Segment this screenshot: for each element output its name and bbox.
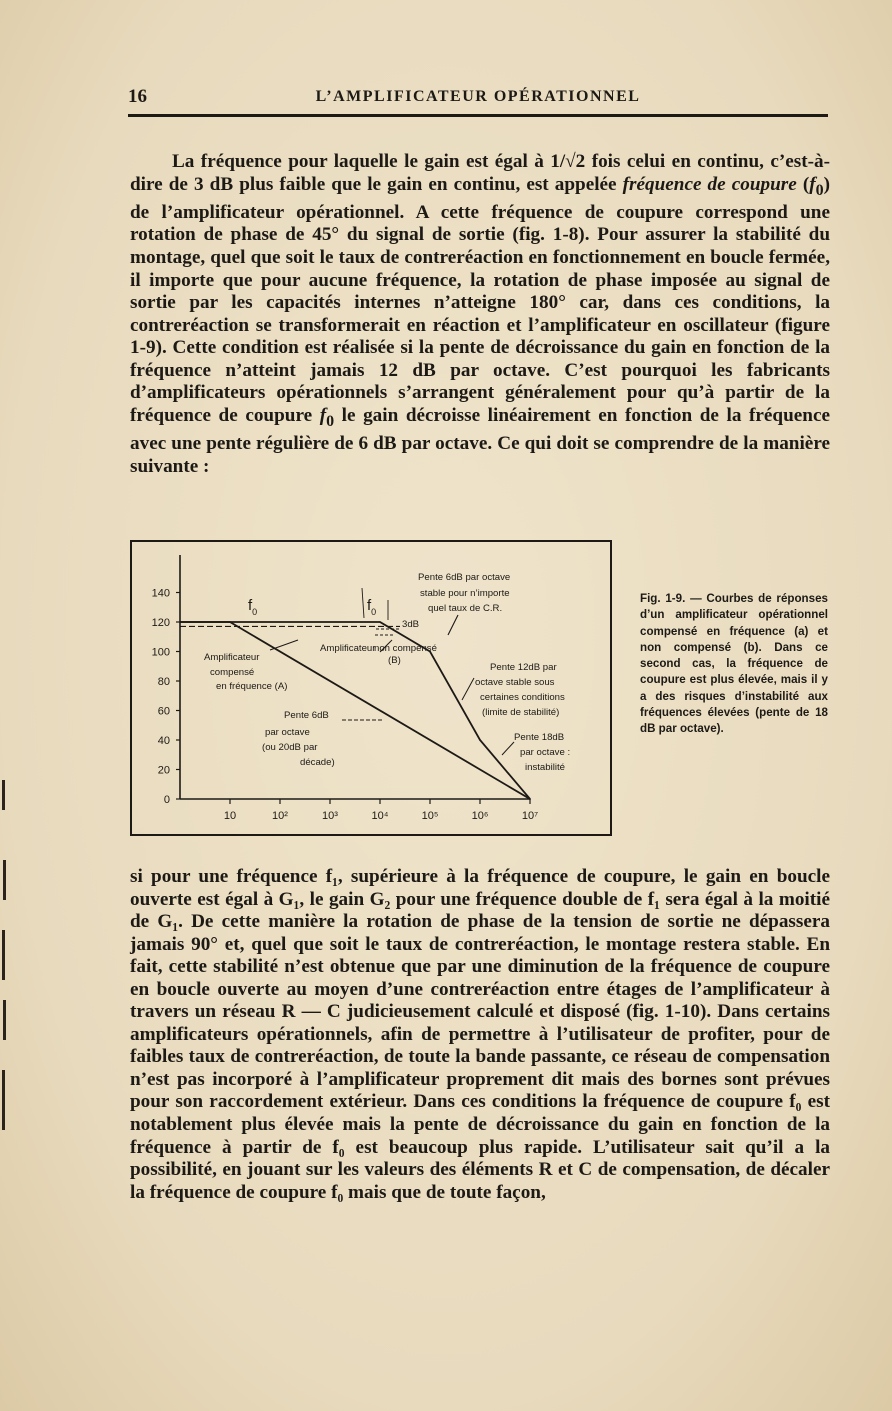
pente18-note-2: par octave : [520,747,571,758]
pente12-note-2: octave stable sous [475,677,555,688]
comp-note-1: Amplificateur [204,652,260,663]
comp-note-2: compensé [210,667,255,678]
symbol-subscript-2: 0 [326,412,335,430]
y-tick-label: 140 [151,587,170,600]
page-number: 16 [128,86,147,107]
x-tick-label: 10⁴ [371,810,389,822]
y-tick-label: 120 [151,617,170,629]
term-frequence-de-coupure: fréquence de coupure [622,173,797,195]
paragraph-2: si pour une fréquence f₁, supérieure à la fréquence de coupure, le gain en boucle ouverte est égal à G₁, le gain G₂ pour une fréquence double de f₁ sera égal à la moitié de G₁. De cette manière la rotation de phase de la tension de sortie ne dépassera jamais 90° et, quel que soit le taux de contreréaction, le montage restera stable. En fait, cette stabilité n’est obtenue que par une diminution de la fréquence de coupure en boucle ouverte au moyen d’une contreréaction entre étages de l’amplificateur à travers un réseau R — C judicieusement calculé et disposé (fig. 1-10). Dans certains amplificateurs opérationnels, afin de permettre à l’utilisateur de profiter, pour de faibles taux de contreréaction, de toute la bande passante, ce réseau de compensation n’est pas incorporé à l’amplificateur proprement dit mais des bornes sont prévues pour son raccordement extérieur. Dans ces conditions la fréquence de coupure f₀ est notablement plus élevée mais la pente de décroissance du gain en fonction de la fréquence à partir de f₀ est beaucoup plus rapide. L’utilisateur sait qu’il a la possibilité, en jouant sur les valeurs des éléments R et C de compensation, de décaler la fréquence de coupure f₀ mais que de toute façon, [130,866,830,1203]
x-tick-label: 10 [223,810,237,822]
y-tick-label: 100 [151,646,170,659]
margin-binding-marks [0,770,14,1170]
paragraph-1-text-a: La fréquence pour laquelle le gain est égal à 1/√2 fois celui en continu, c’est-à-dire de 3 dB plus faible que le gain en continu, est appelée [130,151,830,195]
stable-note-1: Pente 6dB par octave [418,572,511,583]
y-tick-label: 20 [157,764,170,777]
pente12-note-3: certaines conditions [480,692,565,703]
x-tick-label: 10² [272,810,288,822]
caption-label: Fig. 1-9. [640,592,686,605]
symbol-f-2: f [319,404,327,426]
noncomp-note-3: (B) [388,655,401,666]
curve-b-point [179,621,181,623]
y-tick-label: 0 [163,794,170,806]
binding-mark [3,1000,6,1040]
noncomp-note-1: Amplificateur [320,643,376,654]
pente12-note-4: (limite de stabilité) [482,707,560,718]
stable-note-2: stable pour n’importe [420,588,510,599]
binding-mark [2,930,5,980]
symbol-subscript: 0 [815,181,824,199]
curve-b-point [379,621,381,623]
paragraph-1-text-c: ) de l’amplificateur opérationnel. A cette fréquence de coupure correspond une rotation de phase de 45° du signal de sortie (fig. 1-8). Pour assurer la stabilité du montage, quel que soit le taux de contreréaction en fonctionnement en boucle fermée, il importe que pour aucune fréquence, la rotation de phase imposée au signal de sortie par les capacités internes n’atteigne 180° car, dans ces conditions, la contreréaction se transformerait en réaction et l’amplificateur en oscillateur (figure 1-9). Cette condition est réalisée si la pente de décroissance du gain en fonction de la fréquence n’atteint jamais 12 dB par octave. C’est pourquoi les fabricants d’amplificateurs opérationnels s’arrangent généralement pour qu’à partir de la fréquence de coupure [130,173,830,426]
curve-b-point [529,798,531,800]
pente18-note-1: Pente 18dB [514,732,565,743]
comp-note-pointer [270,640,298,650]
pente12-pointer [462,678,474,700]
x-tick-label: 10³ [322,810,338,822]
frequency-response-chart [130,540,612,836]
symbol-f: f [809,173,816,195]
binding-mark [2,780,5,810]
running-title: L’AMPLIFICATEUR OPÉRATIONNEL [315,88,641,105]
y-tick-label: 80 [157,676,170,688]
curve-b-point [479,739,481,741]
paragraph-1 [130,151,830,478]
f0-a-label: $f_0$ [248,597,258,617]
pente18-note-3: instabilité [525,762,565,773]
header-rule [128,114,828,117]
y-tick-label: 40 [157,735,170,747]
f0-b-bracket [362,588,364,618]
pente6-note-3: (ou 20dB par [262,742,318,753]
page-header [128,86,828,110]
comp-note-3: en fréquence (A) [216,681,288,692]
x-tick-label: 10⁷ [521,810,539,822]
f0-b-label: $f_0$ [367,597,377,617]
x-tick-label: 10⁶ [471,810,489,822]
pente12-note-1: Pente 12dB par [490,662,557,673]
pente6-note-1: Pente 6dB [284,710,329,721]
noncomp-note-2: non compensé [374,643,437,654]
binding-mark [2,1070,5,1130]
paragraph-1-text-b: ( [796,173,810,195]
x-tick-label: 10⁵ [421,810,439,822]
figure-caption [640,591,828,738]
stable-note-pointer [448,615,458,635]
pente6-note-2: par octave [265,727,310,738]
stable-note-3: quel taux de C.R. [428,603,503,614]
y-tick-label: 60 [157,705,170,718]
pente6-note-4: décade) [300,757,335,768]
binding-mark [3,860,6,900]
paragraph-1-text-d: le gain décroisse linéairement en fonction de la fréquence avec une pente régulière de 6 dB par octave. Ce qui doit se comprendre de la manière suivante : [130,404,830,477]
caption-text: — Courbes de réponses d’un amplificateur opérationnel compensé en fréquence (a) et non compensé (b). Dans ce second cas, la fréquence de coupure est plus élevée, mais il y a des risques d’instabilité aux fréquences élevées (pente de 18 dB par octave). [640,592,828,736]
three-db-label: 3dB [402,619,420,630]
pente18-pointer [502,742,514,755]
